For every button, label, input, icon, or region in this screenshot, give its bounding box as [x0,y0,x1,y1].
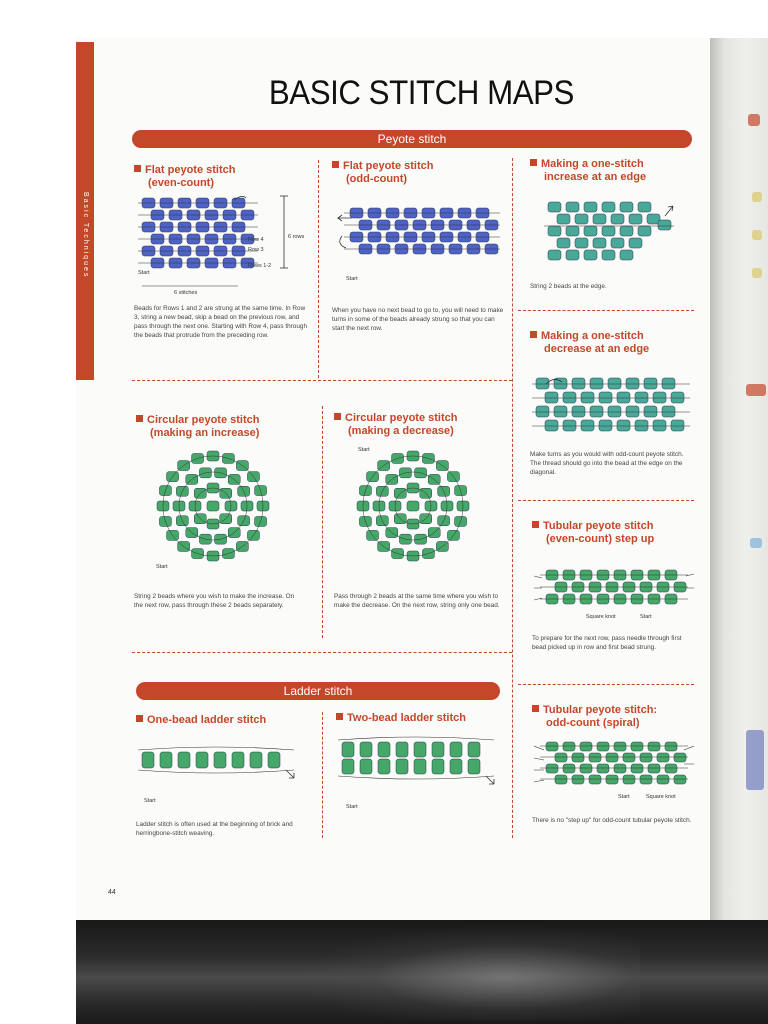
flat-odd-heading-2: (odd-count) [346,173,408,185]
bead [611,214,624,224]
bead [584,202,597,212]
bullet-square [334,413,341,420]
bead [608,378,621,389]
bead [593,214,606,224]
label-start: Start [640,614,652,620]
label-width: 6 stitches [174,290,198,296]
bead [432,742,444,757]
divider [512,158,513,838]
bead [674,775,686,784]
bead [414,742,426,757]
bead [450,759,462,774]
bead [626,406,639,417]
bead [665,764,677,773]
circ-dec-heading [334,412,457,438]
page-number: 44 [108,889,116,896]
bead [611,238,624,248]
bead [557,214,570,224]
bead [548,250,561,260]
bead [671,420,684,431]
bead [608,406,621,417]
bead [644,406,657,417]
bead [629,238,642,248]
tub-even-heading-1: Tubular peyote stitch [543,520,654,532]
bead [566,250,579,260]
bead [196,752,208,768]
bead [589,775,601,784]
bead [536,406,549,417]
tub-even-heading-2: (even-count) step up [546,533,655,545]
bead [638,202,651,212]
bead [566,202,579,212]
bead [563,764,575,773]
bead [653,392,666,403]
bead [629,214,642,224]
bead [602,226,615,236]
bead [626,378,639,389]
bead [563,392,576,403]
bead [658,220,671,230]
bullet-square [336,713,343,720]
label-square-knot: Square knot [646,794,676,800]
bead [635,420,648,431]
divider [322,406,323,638]
tub-odd-heading-1: Tubular peyote stitch: [543,704,658,716]
circ-inc-heading-1: Circular peyote stitch [147,414,260,426]
bullet-square [532,705,539,712]
bead [142,752,154,768]
one-inc-caption: String 2 beads at the edge. [530,283,607,290]
bottom-glare [300,925,640,1020]
tub-even-heading [532,520,654,546]
next-page-bead-mark [752,268,762,278]
flat-even-heading-1: Flat peyote stitch [145,164,236,176]
bead [414,759,426,774]
ladder-section-label: Ladder stitch [283,684,353,698]
circ-dec-heading-2: (making a decrease) [348,425,454,437]
side-tab-label: Basic Techniques [82,192,89,279]
bead [597,764,609,773]
bead [599,392,612,403]
bead [620,250,633,260]
divider [518,310,694,311]
next-page-bead-mark [750,538,762,548]
bead [648,742,660,751]
label-start: Start [618,794,630,800]
divider [322,712,323,838]
circ-dec-caption: Pass through 2 beads at the same time where you wish to make the decrease. On the next row, string only one bead. [334,593,500,609]
one-dec-caption: Make turns as you would with odd-count peyote stitch. The thread should go into the bead at the edge on the diagonal. [530,451,684,476]
circ-inc-diagram [148,446,278,566]
bead [657,775,669,784]
bead [555,775,567,784]
bead [602,202,615,212]
two-bead-ladder-heading-text: Two-bead ladder stitch [347,712,466,724]
bead [468,742,480,757]
bead [572,378,585,389]
label-start: Start [358,447,370,453]
label-start: Start [144,798,156,804]
flat-odd-caption: When you have no next bead to go to, you will need to make turns in some of the beads already strung so that you can start the next row. [332,307,504,332]
bead [623,775,635,784]
one-inc-diagram [540,196,680,276]
bullet-square [530,331,537,338]
bead [640,753,652,762]
bead [617,420,630,431]
bead [648,764,660,773]
bead [665,742,677,751]
bead [572,775,584,784]
one-bead-ladder-caption: Ladder stitch is often used at the beginning of brick and herringbone-stitch weaving. [136,821,293,837]
bead [638,226,651,236]
bead [590,406,603,417]
bead [548,202,561,212]
tub-odd-caption: There is no "step up" for odd-count tubular peyote stitch. [532,817,692,824]
bead [657,753,669,762]
bead [214,752,226,768]
bead [566,226,579,236]
bead [396,742,408,757]
bead [581,392,594,403]
ladder-section-bar [136,682,500,700]
bead [178,752,190,768]
one-inc-heading-2: increase at an edge [544,171,647,183]
bead [563,420,576,431]
bead [268,752,280,768]
label-row4: Row 4 [248,237,264,243]
flat-even-heading [134,164,235,190]
bead [620,226,633,236]
bead [545,392,558,403]
bead [572,406,585,417]
bullet-square [136,715,143,722]
bead [590,378,603,389]
bead [671,392,684,403]
bead [557,238,570,248]
one-dec-heading [530,330,649,356]
one-inc-heading [530,158,646,184]
bead [623,753,635,762]
label-start: Start [346,804,358,810]
side-tab [76,42,94,380]
bead [631,764,643,773]
circ-dec-diagram [348,446,478,566]
flat-odd-heading-1: Flat peyote stitch [343,160,434,172]
bead [232,752,244,768]
next-page-bead-mark [746,730,764,790]
next-page-bead-mark [752,230,762,240]
bead [599,420,612,431]
tub-even-diagram [534,560,694,616]
label-start: Start [346,276,358,282]
bead [360,759,372,774]
bead [468,759,480,774]
bullet-square [332,161,339,168]
label-start: Start [138,270,150,276]
bead [644,378,657,389]
bead [593,238,606,248]
one-dec-heading-1: Making a one-stitch [541,330,644,342]
bead [597,742,609,751]
tub-odd-heading [532,704,657,730]
bead [580,764,592,773]
bullet-square [134,165,141,172]
two-bead-ladder-heading [336,712,466,725]
bead [662,406,675,417]
circ-inc-heading-2: (making an increase) [150,427,260,439]
bead [342,742,354,757]
one-bead-ladder-heading [136,714,266,727]
flat-odd-diagram [332,200,502,270]
bead [620,202,633,212]
label-height: 6 rows [288,234,305,240]
bead [407,501,419,511]
bead [546,764,558,773]
divider [132,380,512,381]
circ-inc-heading [136,414,259,440]
flat-even-diagram [134,192,314,302]
bead [584,226,597,236]
bead [555,753,567,762]
bead [580,742,592,751]
bead [674,753,686,762]
bullet-square [532,521,539,528]
bead [653,420,666,431]
bead [545,420,558,431]
bead [160,752,172,768]
bead [575,238,588,248]
bead [581,420,594,431]
bead [606,753,618,762]
label-rows12: Rows 1-2 [248,263,272,269]
bead [546,742,558,751]
bead [563,742,575,751]
bead [342,759,354,774]
one-inc-heading-1: Making a one-stitch [541,158,644,170]
bead [378,742,390,757]
bead [640,775,652,784]
tub-odd-heading-2: odd-count (spiral) [546,717,640,729]
bead [617,392,630,403]
bead [360,742,372,757]
peyote-section-bar [132,130,692,148]
peyote-section-label: Peyote stitch [377,132,447,146]
bead [572,753,584,762]
bead [548,226,561,236]
label-square-knot: Square knot [586,614,616,620]
bead [450,742,462,757]
label-row3: Row 3 [248,247,264,253]
bead [396,759,408,774]
divider [132,652,512,653]
flat-even-heading-2: (even-count) [148,177,214,189]
bullet-square [136,415,143,422]
bead [631,742,643,751]
next-page-bead-mark [752,192,762,202]
bead [662,378,675,389]
circ-dec-heading-1: Circular peyote stitch [345,412,458,424]
bead [378,759,390,774]
bullet-square [530,159,537,166]
bead [207,501,219,511]
bead [554,406,567,417]
bead [614,742,626,751]
divider [518,684,694,685]
flat-even-caption: Beads for Rows 1 and 2 are strung at the same time. In Row 3, string a new bead, skip a bead on the previous row, and pass through the next one. Starting with Row 4, pass through the beads that protrude from the preceding row. [134,305,308,339]
one-bead-ladder-diagram [136,742,306,792]
tub-even-caption: To prepare for the next row, pass needle through first bead picked up in row and first bead strung. [532,635,682,651]
bead [432,759,444,774]
divider [318,160,319,378]
one-dec-diagram [532,372,692,448]
bead [614,764,626,773]
one-dec-heading-2: decrease at an edge [544,343,650,355]
two-bead-ladder-diagram [336,736,506,792]
bead [250,752,262,768]
bead [584,250,597,260]
flat-odd-heading [332,160,433,186]
one-bead-ladder-heading-text: One-bead ladder stitch [147,714,267,726]
bead [635,392,648,403]
label-start: Start [156,564,168,570]
divider [518,500,694,501]
circ-inc-caption: String 2 beads where you wish to make the increase. On the next row, pass through these 2 beads separately. [134,593,295,609]
page-title: BASIC STITCH MAPS [268,74,574,112]
bead [606,775,618,784]
tub-odd-diagram [534,736,694,792]
next-page-bead-mark [748,114,760,126]
next-page-bead-mark [746,384,766,396]
bead [575,214,588,224]
bead [602,250,615,260]
bead [589,753,601,762]
